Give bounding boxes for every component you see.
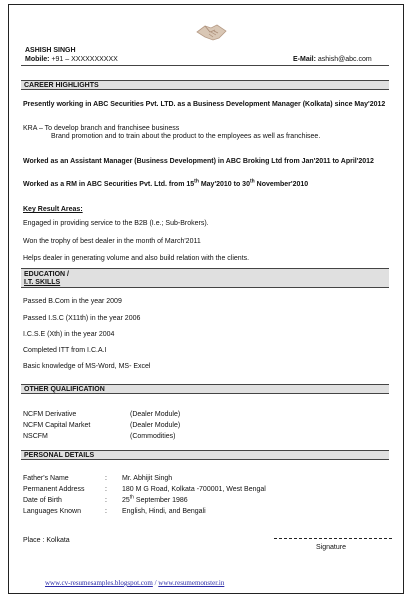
education-heading-line-2: I.T. SKILLS — [24, 279, 61, 286]
rm-role-start: Worked as a RM in ABC Securities Pvt. Ltd. from 15 — [23, 181, 195, 188]
dob-month-year: September 1986 — [133, 497, 188, 504]
personal-value-dob — [122, 496, 188, 505]
footer-link-resumemonster[interactable]: www.resumemonster.in — [158, 579, 225, 587]
personal-label-dob: Date of Birth — [23, 497, 62, 504]
personal-label-father: Father's Name — [23, 475, 69, 482]
place: Place : Kolkata — [23, 537, 70, 544]
dob-day: 25 — [122, 497, 130, 504]
signature-line — [274, 538, 392, 539]
personal-colon: : — [105, 508, 107, 515]
qualification-name: NSCFM — [23, 433, 48, 440]
rm-ordinal-1: th — [194, 178, 199, 185]
handshake-icon — [195, 20, 229, 42]
key-result-areas-heading: Key Result Areas: — [23, 206, 83, 213]
header-divider — [21, 65, 389, 66]
email-line — [293, 56, 372, 63]
mobile-label: Mobile: — [25, 56, 52, 63]
personal-colon: : — [105, 497, 107, 504]
dob-ordinal: th — [129, 494, 134, 501]
education-heading-line-1: EDUCATION / — [24, 271, 69, 278]
footer — [45, 576, 224, 588]
personal-colon: : — [105, 486, 107, 493]
career-highlights-heading: CAREER HIGHLIGHTS — [21, 80, 389, 90]
education-item: Completed ITT from I.C.A.I — [23, 347, 107, 354]
applicant-name: ASHISH SINGH — [25, 47, 76, 54]
personal-details-heading: PERSONAL DETAILS — [21, 450, 389, 460]
education-heading — [21, 268, 389, 288]
qualification-name: NCFM Derivative — [23, 411, 77, 418]
personal-value-father: Mr. Abhijit Singh — [122, 475, 173, 482]
mobile-line — [25, 56, 118, 63]
footer-link-blog[interactable]: www.cv-resumesamples.blogspot.com — [45, 579, 153, 587]
personal-label-address: Permanent Address — [23, 486, 85, 493]
qualification-name: NCFM Capital Market — [23, 422, 91, 429]
previous-role: Worked as an Assistant Manager (Business Development) in ABC Broking Ltd from Jan'2011 to April'2012 — [23, 158, 374, 165]
rm-role-end: November'2010 — [254, 181, 309, 188]
personal-label-languages: Languages Known — [23, 508, 81, 515]
kra-line-2: Brand promotion and to train about the product to the employees as well as franchisee. — [51, 133, 321, 140]
result-item: Helps dealer in generating volume and also build relation with the clients. — [23, 255, 250, 262]
qualification-module: (Dealer Module) — [130, 411, 181, 418]
education-item: Passed B.Com in the year 2009 — [23, 298, 122, 305]
rm-role — [23, 180, 308, 189]
result-item: Won the trophy of best dealer in the month of March'2011 — [23, 238, 201, 245]
qualification-module: (Dealer Module) — [130, 422, 181, 429]
email-address: ashish@abc.com — [317, 56, 372, 63]
qualification-module: (Commodities) — [130, 433, 176, 440]
education-item: Basic knowledge of MS-Word, MS- Excel — [23, 363, 151, 370]
rm-ordinal-2: th — [249, 178, 255, 185]
other-qualification-heading: OTHER QUALIFICATION — [21, 384, 389, 394]
education-item: Passed I.S.C (X11th) in the year 2006 — [23, 315, 141, 322]
signature-label: Signature — [316, 544, 346, 551]
result-item: Engaged in providing service to the B2B (I.e.; Sub-Brokers). — [23, 220, 209, 227]
kra-line-1: KRA – To develop branch and franchisee business — [23, 125, 180, 132]
footer-separator: / — [152, 579, 159, 587]
rm-role-middle: May'2010 to 30 — [198, 181, 250, 188]
personal-value-languages: English, Hindi, and Bengali — [122, 508, 206, 515]
mobile-number: +91 – XXXXXXXXXX — [51, 56, 118, 63]
personal-colon: : — [105, 475, 107, 482]
education-item: I.C.S.E (Xth) in the year 2004 — [23, 331, 115, 338]
current-role: Presently working in ABC Securities Pvt. LTD. as a Business Development Manager (Kolkata) since May'2012 — [23, 101, 386, 108]
email-label: E-Mail: — [293, 56, 318, 63]
personal-value-address: 180 M G Road, Kolkata -700001, West Bengal — [122, 486, 266, 493]
resume-page — [8, 4, 404, 594]
